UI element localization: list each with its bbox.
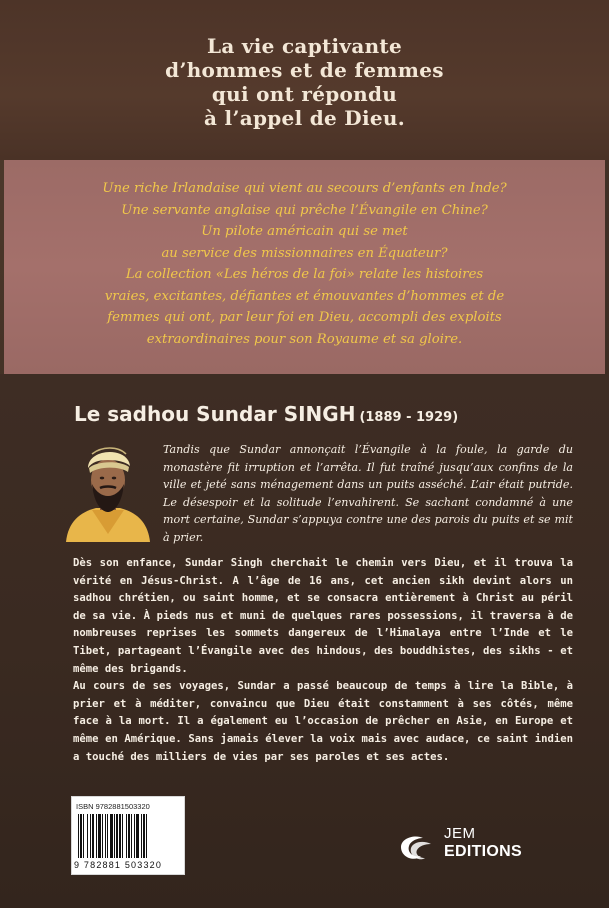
intro-line: femmes qui ont, par leur foi en Dieu, accompli des exploits xyxy=(107,310,502,325)
isbn-label: ISBN 9782881503320 xyxy=(76,802,150,811)
book-title-text: Le sadhou Sundar SINGH xyxy=(74,402,356,426)
book-description xyxy=(73,555,573,766)
tagline-line: à l’appel de Dieu. xyxy=(204,106,405,130)
book-title xyxy=(74,402,458,426)
publisher-line1: JEM xyxy=(444,825,476,842)
intro-line: Une servante anglaise qui prêche l’Évangile en Chine? xyxy=(121,202,488,218)
description-paragraph: Dès son enfance, Sundar Singh cherchait le chemin vers Dieu, et il trouva la vérité en Jésus-Christ. A l’âge de 16 ans, cet ancien sikh devint alors un sadhou chrétien, ou saint homme, et se consacra entièrement à Christ au péril de sa vie. À pieds nus et muni de quelques rares possessions, il traversa à de nombreuses reprises les sommets dangereux de l’Himalaya entre l’Inde et le Tibet, partageant l’Évangile avec des hindous, des bouddhistes, des sikhs - et même des brigands. xyxy=(73,557,573,675)
intro-line: vraies, excitantes, défiantes et émouvantes d’hommes et de xyxy=(104,288,505,304)
intro-line: extraordinaires pour son Royaume et sa gloire. xyxy=(146,331,463,347)
publisher-line2: EDITIONS xyxy=(444,843,522,860)
barcode-digits: 9 782881 503320 xyxy=(74,860,163,870)
book-dates: (1889 - 1929) xyxy=(359,410,459,425)
description-paragraph: Au cours de ses voyages, Sundar a passé beaucoup de temps à lire la Bible, à prier et à méditer, convaincu que Dieu était constamment à ses côtés, même face à la mort. Il a également eu l’occasion de prêcher en Asie, en Europe et même en Amérique. Sans jamais élever la voix mais avec audace, ce saint indien a touché des milliers de vies par ses paroles et ses actes. xyxy=(73,680,573,763)
excerpt-quote: Tandis que Sundar annonçait l’Évangile à la foule, la garde du monastère fit irruption et l’arrêta. Il fut traîné jusqu’aux confins de la ville et jeté sans ménagement dans un puits asséché. L’air était putride. Le désespoir et la solitude l’envahirent. Se sachant condamné à une mort certaine, Sundar s’appuya contre une des parois du puits et se mit à prier. xyxy=(163,443,573,544)
tagline-line: La vie captivante xyxy=(206,34,403,58)
portrait-illustration xyxy=(62,438,154,542)
barcode-bars xyxy=(77,814,181,858)
publisher-name xyxy=(444,826,522,860)
series-intro-text xyxy=(0,178,609,350)
tagline xyxy=(0,34,609,130)
intro-line: Une riche Irlandaise qui vient au secours d’enfants en Inde? xyxy=(102,181,507,196)
isbn-barcode xyxy=(71,796,185,875)
intro-line: au service des missionnaires en Équateur? xyxy=(161,245,448,261)
tagline-line: d’hommes et de femmes xyxy=(165,58,444,82)
tagline-line: qui ont répondu xyxy=(211,82,398,106)
intro-line: Un pilote américain qui se met xyxy=(201,224,408,239)
publisher-logo-icon xyxy=(393,828,437,866)
intro-line: La collection «Les héros de la foi» relate les histoires xyxy=(125,267,484,282)
